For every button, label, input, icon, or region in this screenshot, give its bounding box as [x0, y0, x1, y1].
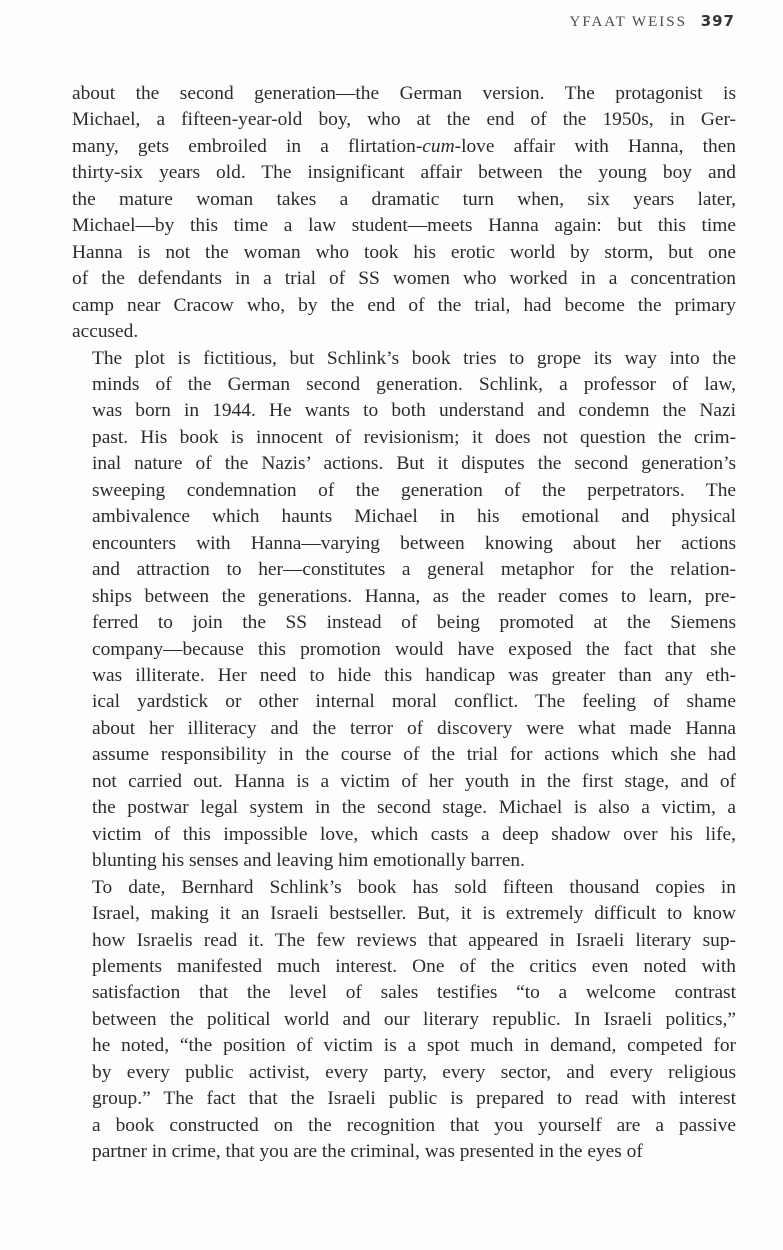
paragraph [72, 875, 736, 1166]
text-line: of the defendants in a trial of SS women who worked in a concentration [72, 268, 736, 290]
text-line: accused. [72, 321, 139, 343]
text-line: ical yardstick or other internal moral conflict. The feeling of shame [92, 691, 736, 713]
text-line: not carried out. Hanna is a victim of her youth in the first stage, and of [92, 770, 736, 792]
text-line: camp near Cracow who, by the end of the trial, had become the primary [72, 294, 736, 316]
text-line: Michael—by this time a law student—meets Hanna again: but this time [72, 215, 736, 237]
text-line: how Israelis read it. The few reviews that appeared in Israeli literary sup- [92, 929, 736, 951]
text-line: ships between the generations. Hanna, as the reader comes to learn, pre- [92, 585, 736, 607]
text-line: by every public activist, every party, every sector, and every religious [92, 1061, 736, 1083]
text-line: Michael, a fifteen-year-old boy, who at the end of the 1950s, in Ger- [72, 109, 736, 131]
text-line: group.” The fact that the Israeli public is prepared to read with interest [92, 1088, 736, 1110]
text-line: the postwar legal system in the second stage. Michael is also a victim, a [92, 797, 736, 819]
text-line: ambivalence which haunts Michael in his emotional and physical [92, 506, 736, 528]
text-line: Israel, making it an Israeli bestseller. But, it is extremely difficult to know [92, 903, 736, 925]
text-line: about her illiteracy and the terror of discovery were what made Hanna [92, 717, 736, 739]
text-line: ferred to join the SS instead of being promoted at the Siemens [92, 612, 736, 634]
text-line: about the second generation—the German version. The protagonist is [72, 83, 736, 104]
text-line: was born in 1944. He wants to both understand and condemn the Nazi [92, 400, 736, 422]
text-line: was illiterate. Her need to hide this handicap was greater than any eth- [92, 664, 736, 686]
text-line: between the political world and our literary republic. In Israeli politics,” [92, 1008, 736, 1030]
text-line: blunting his senses and leaving him emotionally barren. [92, 850, 525, 872]
body-text [72, 81, 736, 1166]
text-line: assume responsibility in the course of the trial for actions which she had [92, 744, 736, 766]
text-line: sweeping condemnation of the generation of the perpetrators. The [92, 479, 736, 501]
text-line: many, gets embroiled in a flirtation-cum-love affair with Hanna, then [72, 135, 737, 157]
text-line: thirty-six years old. The insignificant affair between the young boy and [72, 162, 736, 184]
text-line: past. His book is innocent of revisionism; it does not question the crim- [92, 426, 736, 448]
text-line: a book constructed on the recognition that you yourself are a passive [92, 1114, 736, 1136]
text-line: partner in crime, that you are the criminal, was presented in the eyes of [92, 1141, 643, 1163]
text-line: encounters with Hanna—varying between knowing about her actions [92, 532, 736, 554]
text-line: To date, Bernhard Schlink’s book has sold fifteen thousand copies in [92, 876, 736, 898]
text-line: plements manifested much interest. One of the critics even noted with [92, 955, 736, 977]
running-head [570, 12, 736, 31]
text-line: minds of the German second generation. Schlink, a professor of law, [92, 373, 736, 395]
paragraph [72, 81, 736, 346]
running-head-author: YFAAT WEISS [569, 14, 687, 30]
text-line: and attraction to her—constitutes a general metaphor for the relation- [92, 559, 736, 581]
page-number: 397 [700, 12, 735, 30]
text-line: satisfaction that the level of sales testifies “to a welcome contrast [92, 982, 736, 1004]
text-line: victim of this impossible love, which casts a deep shadow over his life, [92, 823, 736, 845]
text-line: Hanna is not the woman who took his erotic world by storm, but one [72, 241, 736, 263]
text-line: inal nature of the Nazis’ actions. But it disputes the second generation’s [92, 453, 736, 475]
paragraph [72, 346, 736, 875]
text-line: The plot is fictitious, but Schlink’s book tries to grope its way into the [92, 347, 736, 369]
text-line: the mature woman takes a dramatic turn when, six years later, [72, 188, 736, 210]
text-line: he noted, “the position of victim is a spot much in demand, competed for [92, 1035, 736, 1057]
text-line: company—because this promotion would have exposed the fact that she [92, 638, 736, 660]
